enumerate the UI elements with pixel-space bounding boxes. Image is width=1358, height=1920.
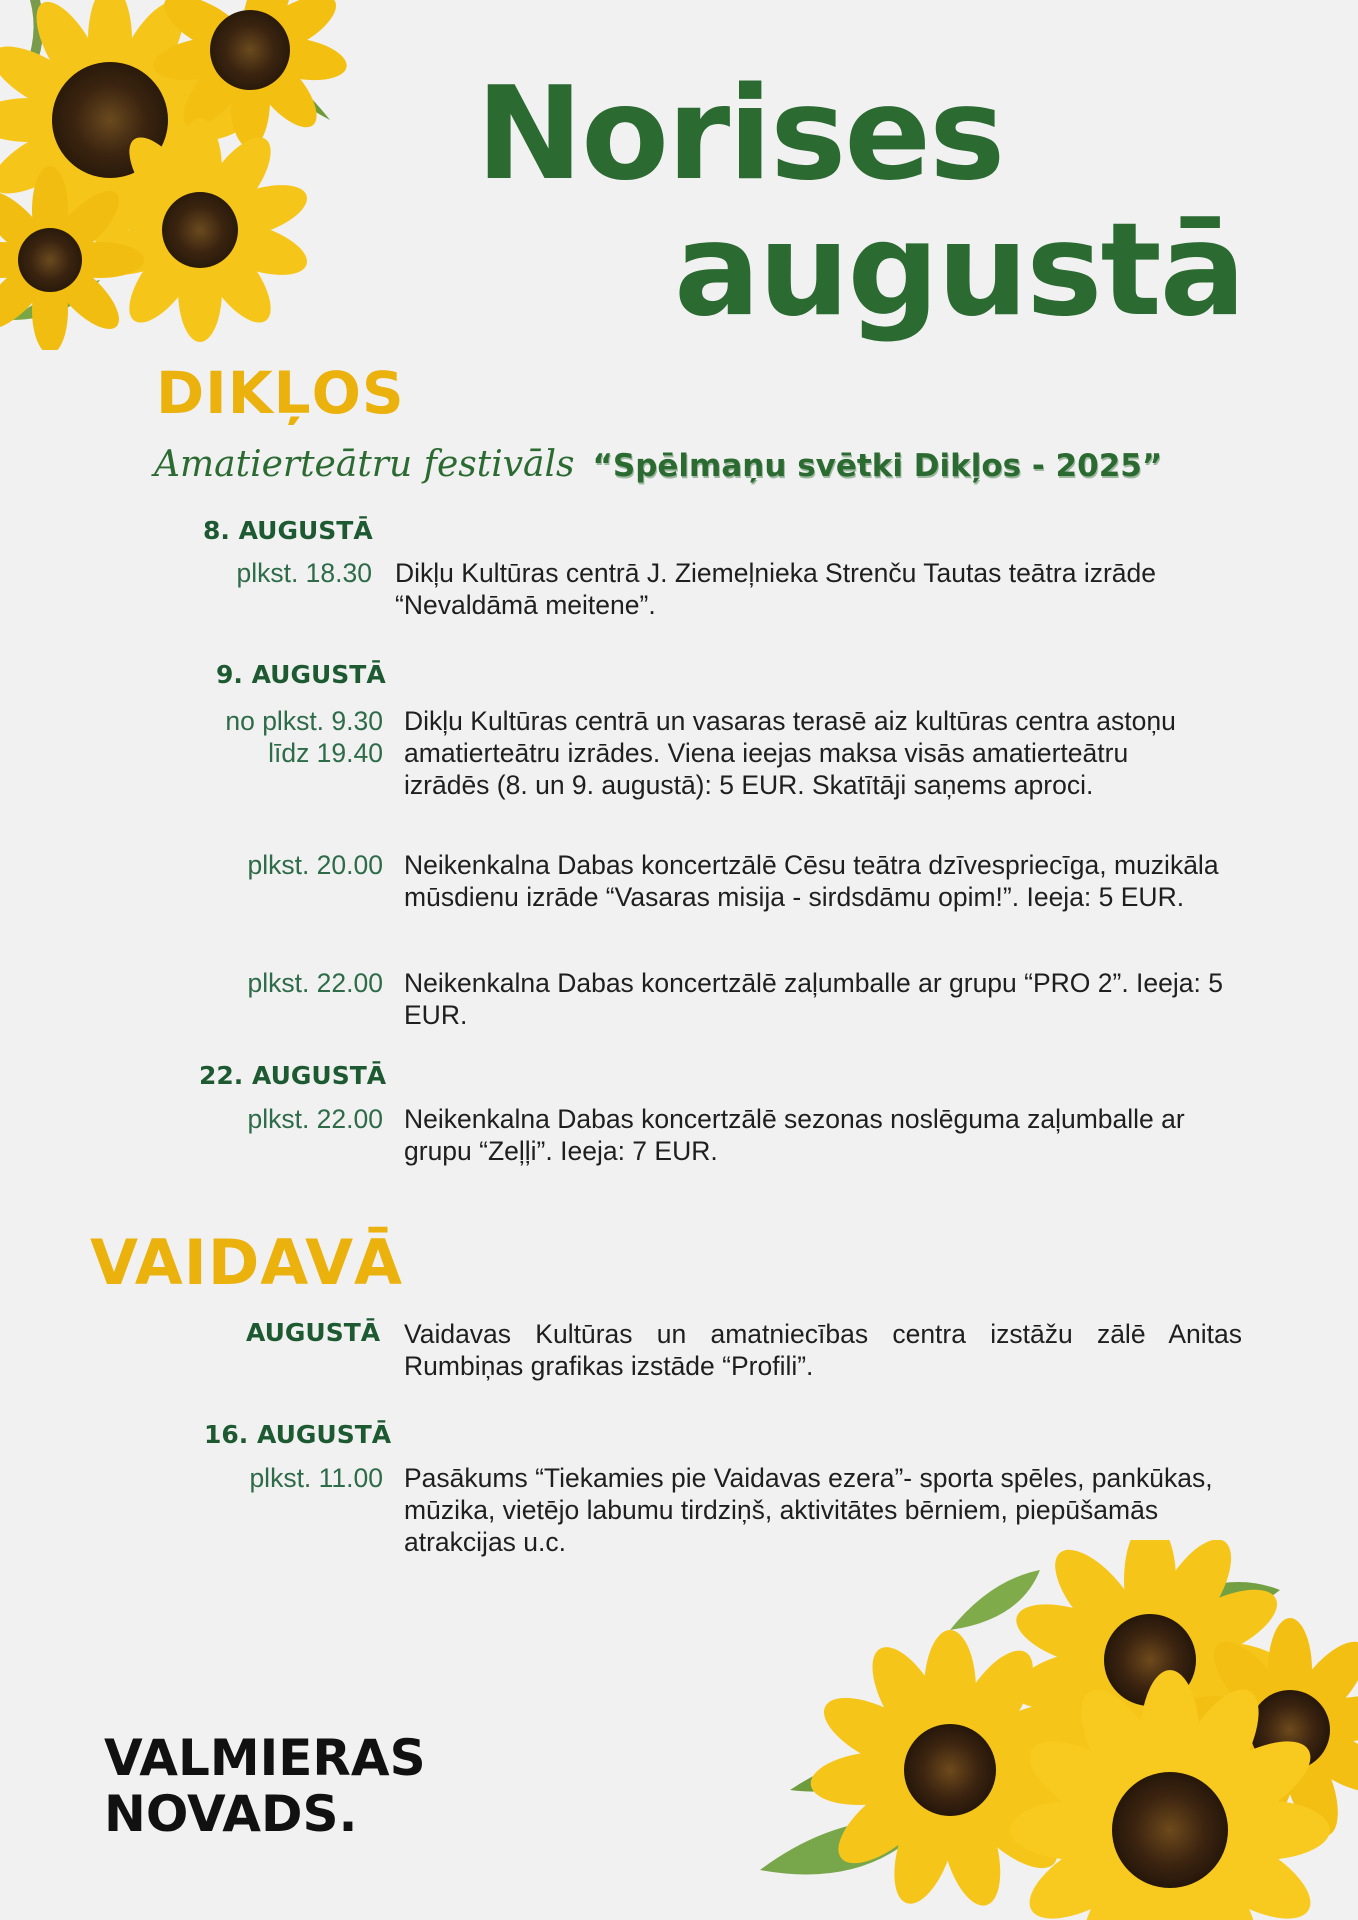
event-time: no plkst. 9.30 līdz 19.40 bbox=[225, 706, 383, 768]
event-date: 16. AUGUSTĀ bbox=[204, 1420, 392, 1449]
event-time: plkst. 22.00 bbox=[247, 1104, 383, 1134]
event-date: 8. AUGUSTĀ bbox=[203, 516, 373, 545]
festival-name: “Spēlmaņu svētki Dikļos - 2025” bbox=[592, 448, 1163, 484]
event-description: Dikļu Kultūras centrā un vasaras terasē aiz kultūras centra astoņu amatierteātru izrādes. Viena ieejas maksa visās amatierteātru izrādēs (8. un 9. augustā): 5 EUR. Skatītāji saņems aproci. bbox=[404, 706, 1176, 800]
sunflower-image-bottom-right bbox=[750, 1540, 1358, 1920]
festival-lead: Amatierteātru festivāls bbox=[154, 444, 575, 485]
logo-line-1: VALMIERAS bbox=[104, 1729, 426, 1787]
title-line-1: Norises bbox=[476, 60, 1004, 209]
logo-line-2: NOVADS. bbox=[104, 1785, 358, 1843]
event-time: plkst. 11.00 bbox=[249, 1463, 383, 1493]
title-line-2: augustā bbox=[674, 196, 1244, 345]
event-time: plkst. 18.30 bbox=[236, 558, 372, 588]
festival-line bbox=[154, 444, 1304, 496]
event-time: plkst. 22.00 bbox=[247, 968, 383, 998]
event-time: plkst. 20.00 bbox=[247, 850, 383, 880]
event-description: Dikļu Kultūras centrā J. Ziemeļnieka Strenču Tautas teātra izrāde “Nevaldāmā meitene”. bbox=[395, 558, 1157, 620]
event-description: Neikenkalna Dabas koncertzālē Cēsu teātra dzīvespriecīga, muzikāla mūsdienu izrāde “Vasaras misija - sirdsdāmu opim!”. Ieeja: 5 EUR. bbox=[404, 850, 1219, 912]
section-heading-diklos: DIKĻOS bbox=[156, 359, 405, 427]
section-heading-vaidava: VAIDAVĀ bbox=[90, 1226, 404, 1299]
event-description: Neikenkalna Dabas koncertzālē sezonas noslēguma zaļumballe ar grupu “Zeļļi”. Ieeja: 7 EUR. bbox=[404, 1104, 1185, 1166]
event-description: Pasākums “Tiekamies pie Vaidavas ezera”- sporta spēles, pankūkas, mūzika, vietējo labumu tirdziņš, aktivitātes bērniem, piepūšamās atrakcijas u.c. bbox=[404, 1463, 1213, 1557]
event-date: AUGUSTĀ bbox=[246, 1318, 381, 1347]
event-description: Vaidavas Kultūras un amatniecības centra izstāžu zālē Anitas Rumbiņas grafikas izstāde “Profili”. bbox=[404, 1319, 1242, 1381]
valmieras-novads-logo bbox=[104, 1730, 426, 1842]
event-description: Neikenkalna Dabas koncertzālē zaļumballe ar grupu “PRO 2”. Ieeja: 5 EUR. bbox=[404, 968, 1223, 1030]
event-date: 22. AUGUSTĀ bbox=[199, 1061, 387, 1090]
event-date: 9. AUGUSTĀ bbox=[216, 660, 386, 689]
page-title bbox=[0, 0, 1358, 345]
